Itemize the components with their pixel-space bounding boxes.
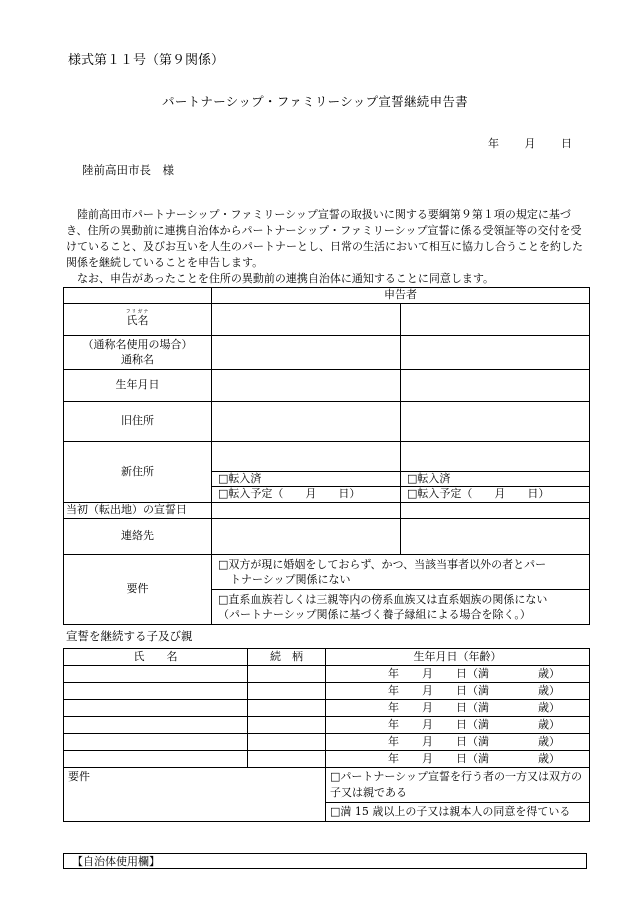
child-relation-field[interactable] bbox=[248, 683, 326, 700]
child-relation-field[interactable] bbox=[248, 734, 326, 751]
new-address-label: 新住所 bbox=[64, 442, 212, 503]
table-row bbox=[64, 717, 590, 734]
applicant1-contact-field[interactable] bbox=[212, 518, 401, 554]
applicant-table bbox=[63, 287, 590, 625]
name-label: 氏名 bbox=[126, 314, 149, 328]
table-row bbox=[64, 402, 590, 442]
table-row bbox=[64, 442, 590, 472]
date-month-label: 月 bbox=[422, 751, 433, 765]
child-name-field[interactable] bbox=[64, 751, 248, 768]
children-requirement-1-checkbox[interactable]: □パートナーシップ宣誓を行う者の一方又は双方の子又は親である bbox=[326, 768, 590, 803]
applicant1-new-address-field[interactable] bbox=[212, 442, 401, 472]
requirement-2-checkbox[interactable] bbox=[212, 589, 590, 624]
column-header-name: 氏 名 bbox=[64, 649, 248, 666]
table-row bbox=[64, 502, 590, 518]
table-row bbox=[64, 751, 590, 768]
column-header-relation: 続 柄 bbox=[248, 649, 326, 666]
child-birthdate-field[interactable] bbox=[326, 751, 590, 768]
child-birthdate-field[interactable] bbox=[326, 683, 590, 700]
date-year-label: 年 bbox=[488, 137, 499, 150]
applicant2-oath-date-field[interactable] bbox=[401, 502, 590, 518]
date-age-label: 歳） bbox=[538, 751, 560, 765]
alias-label-note: （通称名使用の場合） bbox=[82, 338, 193, 352]
date-day-label: 日（満 bbox=[456, 666, 489, 680]
applicant1-name-field[interactable] bbox=[212, 304, 401, 336]
applicant1-birthdate-field[interactable] bbox=[212, 370, 401, 402]
table-row bbox=[64, 336, 590, 370]
table-row bbox=[64, 683, 590, 700]
children-requirement-2-checkbox[interactable]: □満 15 歳以上の子又は親本人の同意を得ている bbox=[326, 803, 590, 822]
applicant2-contact-field[interactable] bbox=[401, 518, 590, 554]
date-month-label: 月 bbox=[422, 734, 433, 748]
table-row bbox=[64, 649, 590, 666]
applicant2-birthdate-field[interactable] bbox=[401, 370, 590, 402]
applicant2-moved-in-checkbox[interactable]: □転入済 bbox=[401, 472, 590, 487]
table-row bbox=[64, 768, 590, 803]
requirement-1-line2: トナーシップ関係にない bbox=[230, 572, 351, 586]
table-row bbox=[64, 700, 590, 717]
date-year-label: 年 bbox=[388, 666, 399, 680]
child-name-field[interactable] bbox=[64, 717, 248, 734]
addressee: 陸前高田市長 様 bbox=[82, 163, 174, 177]
child-birthdate-field[interactable] bbox=[326, 666, 590, 683]
date-month-label: 月 bbox=[422, 717, 433, 731]
date-age-label: 歳） bbox=[538, 700, 560, 714]
date-month-label: 月 bbox=[422, 683, 433, 697]
table-row bbox=[64, 518, 590, 554]
applicant1-moved-in-checkbox[interactable]: □転入済 bbox=[212, 472, 401, 487]
header-blank-cell bbox=[64, 288, 212, 304]
applicant2-alias-field[interactable] bbox=[401, 336, 590, 370]
contact-label: 連絡先 bbox=[64, 518, 212, 554]
applicant2-name-field[interactable] bbox=[401, 304, 590, 336]
applicant1-oath-date-field[interactable] bbox=[212, 502, 401, 518]
table-row bbox=[64, 288, 590, 304]
requirement-2-line1: □直系血族若しくは三親等内の傍系血族又は直系姻族の関係にない bbox=[218, 592, 548, 606]
furigana-label: フリガナ bbox=[125, 309, 150, 316]
children-caption: 宣誓を継続する子及び親 bbox=[66, 629, 193, 643]
date-day-label: 日（満 bbox=[456, 683, 489, 697]
date-month-label: 月 bbox=[422, 700, 433, 714]
date-age-label: 歳） bbox=[538, 717, 560, 731]
table-row bbox=[64, 370, 590, 402]
child-relation-field[interactable] bbox=[248, 751, 326, 768]
child-relation-field[interactable] bbox=[248, 717, 326, 734]
municipal-use-box: 【自治体使用欄】 bbox=[63, 853, 587, 869]
date-year-label: 年 bbox=[388, 700, 399, 714]
date-age-label: 歳） bbox=[538, 666, 560, 680]
table-row bbox=[64, 304, 590, 336]
date-line bbox=[466, 137, 572, 151]
requirement-2-line2: （パートナーシップ関係に基づく養子縁組による場合を除く。） bbox=[218, 607, 531, 621]
applicant1-alias-field[interactable] bbox=[212, 336, 401, 370]
date-day-label: 日（満 bbox=[456, 700, 489, 714]
table-row bbox=[64, 666, 590, 683]
applicant-header: 申告者 bbox=[212, 288, 590, 304]
child-birthdate-field[interactable] bbox=[326, 700, 590, 717]
birthdate-label: 生年月日 bbox=[64, 370, 212, 402]
consent-text: なお、申告があったことを住所の異動前の連携自治体に通知することに同意します。 bbox=[77, 272, 495, 285]
applicant1-planned-move-checkbox[interactable]: □転入予定（ 月 日） bbox=[212, 487, 401, 502]
original-oath-date-label: 当初（転出地）の宣誓日 bbox=[64, 502, 212, 518]
child-name-field[interactable] bbox=[64, 683, 248, 700]
date-age-label: 歳） bbox=[538, 734, 560, 748]
date-year-label: 年 bbox=[388, 734, 399, 748]
date-year-label: 年 bbox=[388, 751, 399, 765]
name-label-cell bbox=[64, 304, 212, 336]
child-relation-field[interactable] bbox=[248, 700, 326, 717]
child-name-field[interactable] bbox=[64, 666, 248, 683]
children-requirements-label: 要件 bbox=[64, 768, 326, 822]
table-row bbox=[64, 734, 590, 751]
declaration-text: 陸前高田市パートナーシップ・ファミリーシップ宣誓の取扱いに関する要綱第９第１項の規定に基づき、住所の異動前に連携自治体からパートナーシップ・ファミリーシップ宣誓に係る受領証等の交付を受けていること、及びお互いを人生のパートナーとし、日常の生活において相互に協力し合うことを約した関係を継続していることを申告します。 bbox=[66, 208, 583, 269]
child-name-field[interactable] bbox=[64, 734, 248, 751]
table-row bbox=[64, 554, 590, 589]
child-name-field[interactable] bbox=[64, 700, 248, 717]
date-year-label: 年 bbox=[388, 683, 399, 697]
applicant2-new-address-field[interactable] bbox=[401, 442, 590, 472]
child-birthdate-field[interactable] bbox=[326, 717, 590, 734]
applicant1-old-address-field[interactable] bbox=[212, 402, 401, 442]
child-relation-field[interactable] bbox=[248, 666, 326, 683]
date-age-label: 歳） bbox=[538, 683, 560, 697]
requirement-1-checkbox[interactable] bbox=[212, 554, 590, 589]
applicant2-old-address-field[interactable] bbox=[401, 402, 590, 442]
date-day-label: 日 bbox=[561, 137, 572, 150]
column-header-birthdate: 生年月日（年齢） bbox=[326, 649, 590, 666]
child-birthdate-field[interactable] bbox=[326, 734, 590, 751]
date-day-label: 日（満 bbox=[456, 734, 489, 748]
children-table bbox=[63, 648, 590, 822]
old-address-label: 旧住所 bbox=[64, 402, 212, 442]
date-day-label: 日（満 bbox=[456, 751, 489, 765]
date-day-label: 日（満 bbox=[456, 717, 489, 731]
document-title: パートナーシップ・ファミリーシップ宣誓継続申告書 bbox=[162, 94, 468, 109]
date-month-label: 月 bbox=[524, 137, 536, 150]
alias-label: 通称名 bbox=[121, 352, 154, 366]
requirement-1-line1: □双方が現に婚姻をしておらず、かつ、当該当事者以外の者とパー bbox=[218, 557, 547, 571]
alias-label-cell bbox=[64, 336, 212, 370]
date-month-label: 月 bbox=[422, 666, 433, 680]
applicant2-planned-move-checkbox[interactable]: □転入予定（ 月 日） bbox=[401, 487, 590, 502]
form-number: 様式第１１号（第９関係） bbox=[68, 53, 225, 68]
date-year-label: 年 bbox=[388, 717, 399, 731]
requirements-label: 要件 bbox=[64, 554, 212, 624]
